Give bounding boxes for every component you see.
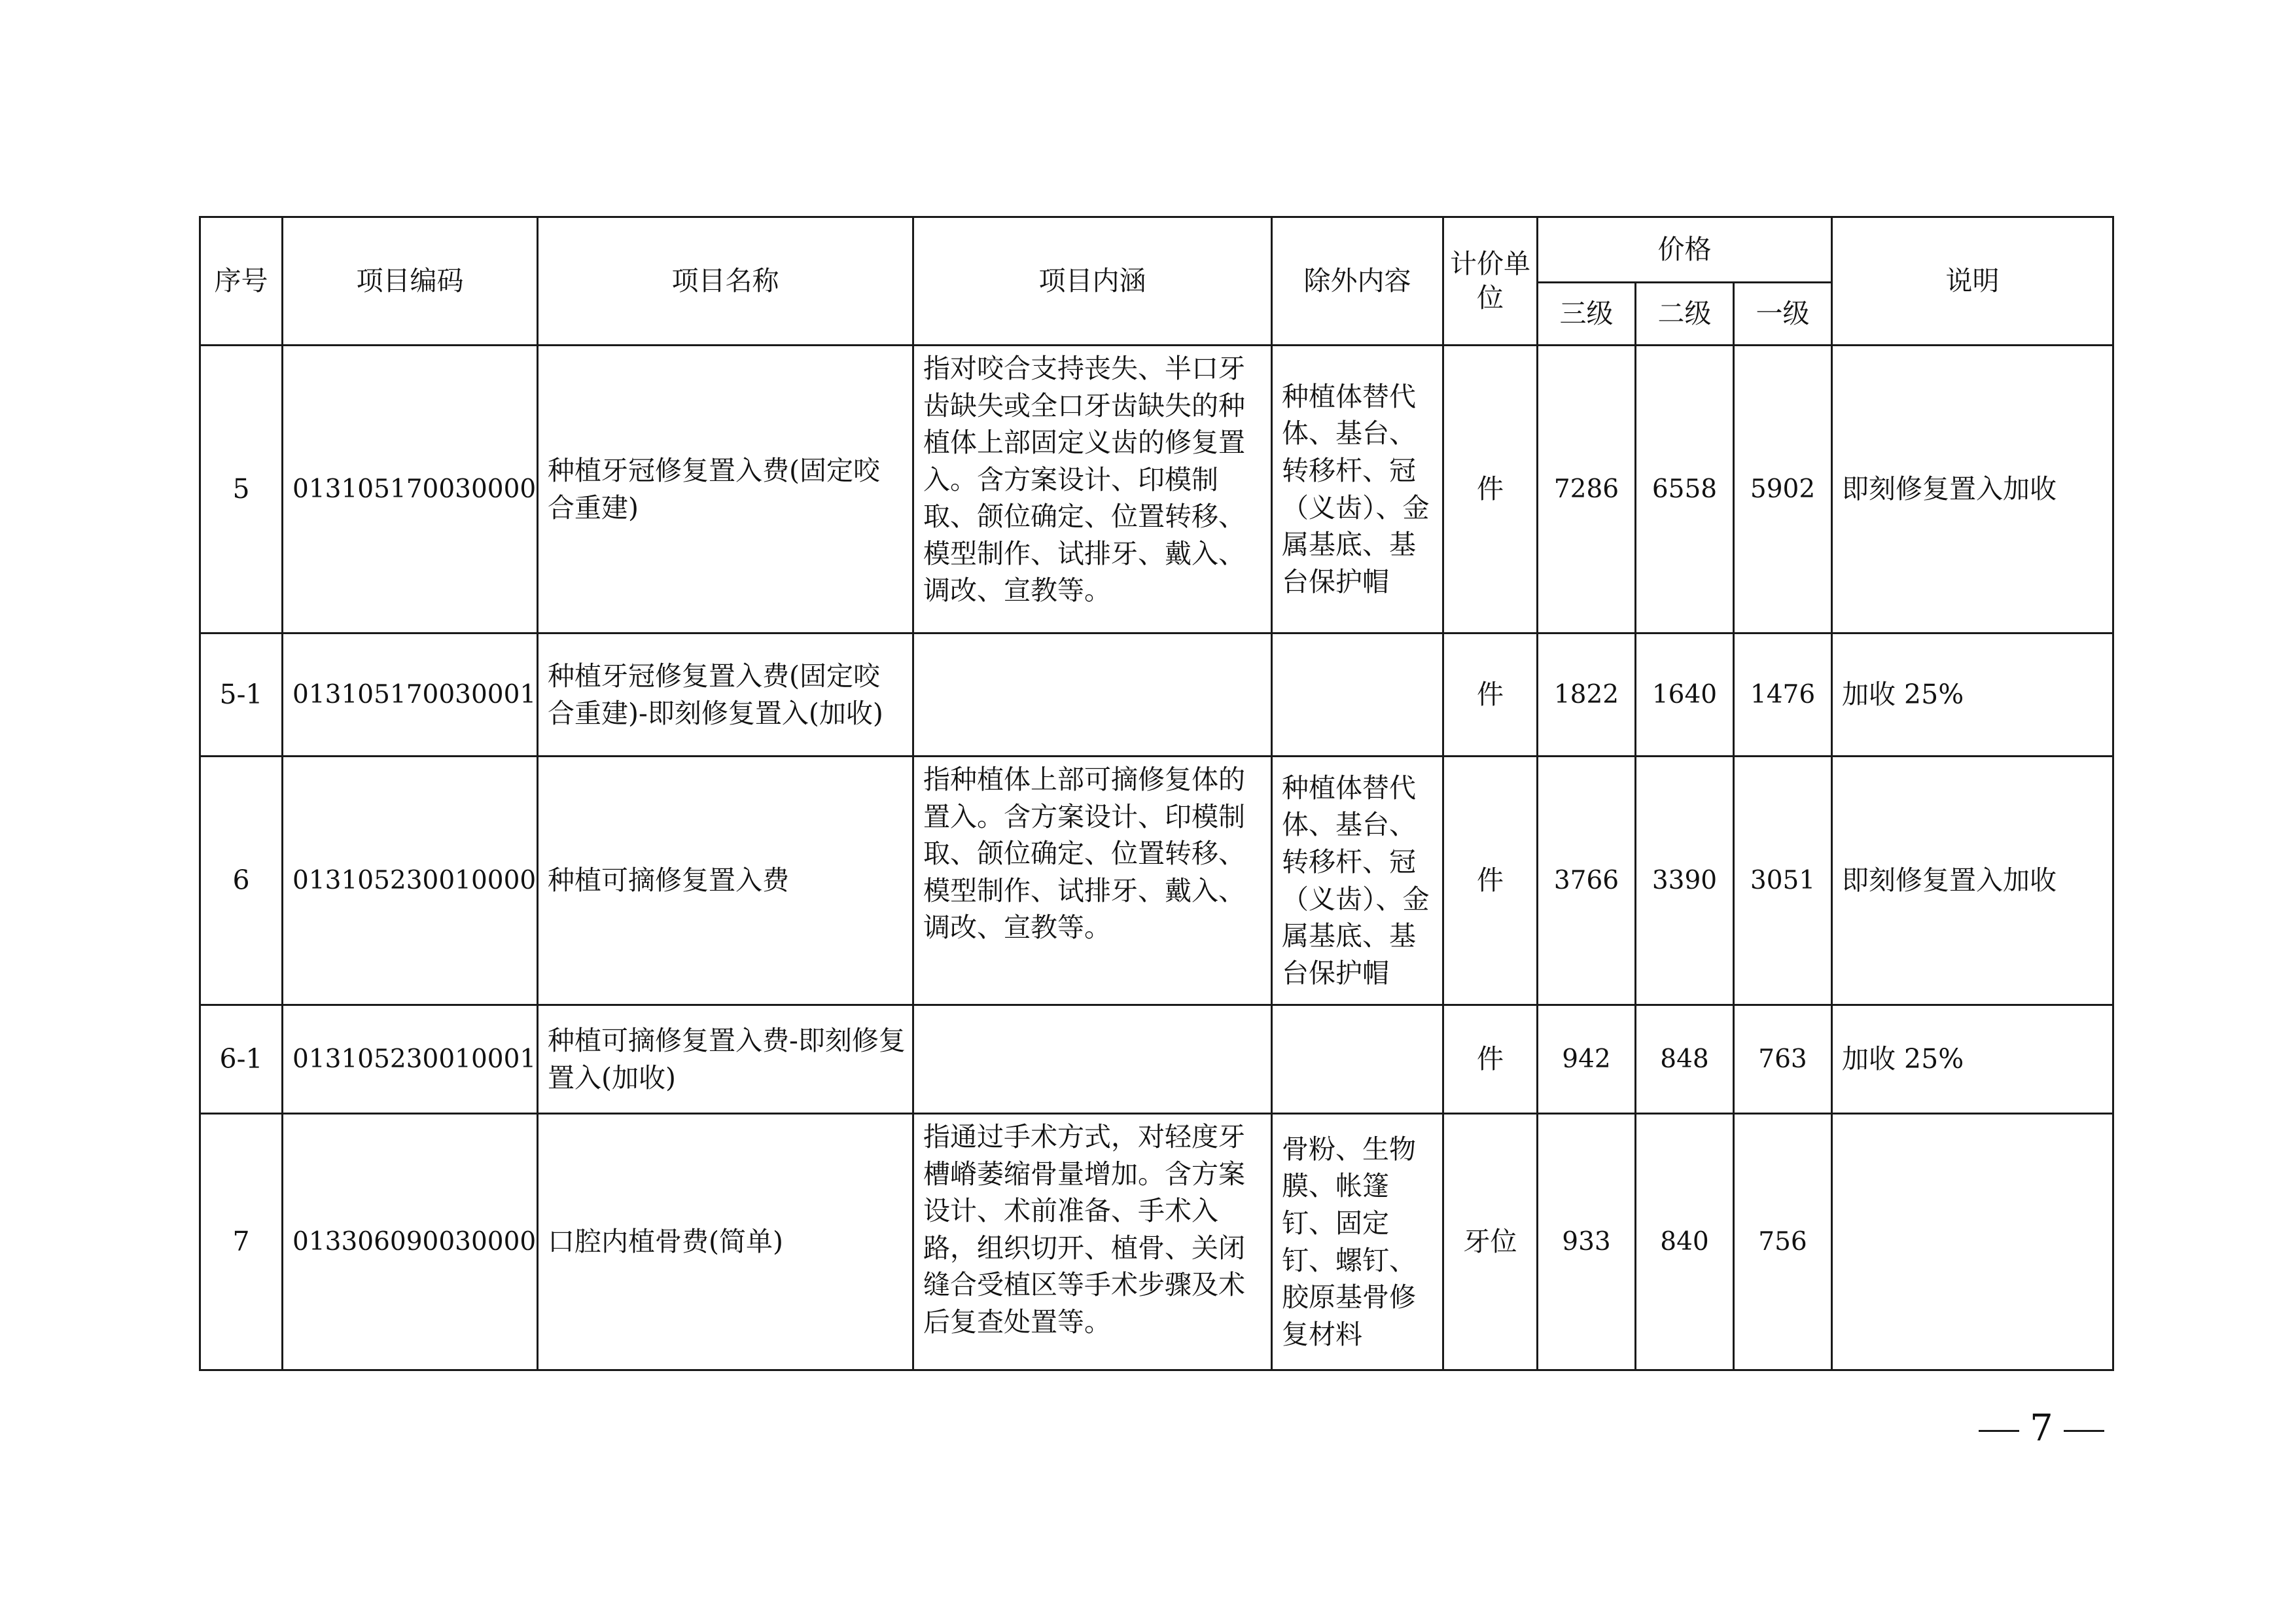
cell-note: 加收 25% [1832, 1005, 2113, 1114]
cell-seq: 5-1 [200, 633, 283, 757]
cell-content [913, 1005, 1272, 1114]
header-code: 项目编码 [283, 217, 538, 346]
right-dash [2064, 1430, 2104, 1432]
cell-price-level1: 763 [1734, 1005, 1832, 1114]
cell-unit: 件 [1443, 633, 1538, 757]
cell-price-level3: 3766 [1538, 757, 1636, 1005]
cell-note: 即刻修复置入加收 [1832, 346, 2113, 633]
cell-name: 种植可摘修复置入费-即刻修复置入(加收) [538, 1005, 913, 1114]
table-row [200, 1005, 2113, 1114]
table-body [200, 346, 2113, 1370]
page-number-footer [1963, 1407, 2120, 1450]
cell-name: 种植牙冠修复置入费(固定咬合重建)-即刻修复置入(加收) [538, 633, 913, 757]
cell-price-level3: 933 [1538, 1114, 1636, 1370]
header-unit: 计价单位 [1443, 217, 1538, 346]
cell-seq: 6 [200, 757, 283, 1005]
cell-excluded: 种植体替代体、基台、转移杆、冠（义齿）、金属基底、基台保护帽 [1272, 346, 1443, 633]
table-row [200, 1114, 2113, 1370]
cell-excluded [1272, 1005, 1443, 1114]
cell-code: 013105230010000 [283, 757, 538, 1005]
cell-name: 种植牙冠修复置入费(固定咬合重建) [538, 346, 913, 633]
table-header [200, 217, 2113, 346]
cell-content: 指种植体上部可摘修复体的置入。含方案设计、印模制取、颌位确定、位置转移、模型制作、试排牙、戴入、调改、宣教等。 [913, 757, 1272, 1005]
cell-code: 013105170030001 [283, 633, 538, 757]
cell-price-level3: 7286 [1538, 346, 1636, 633]
cell-seq: 5 [200, 346, 283, 633]
header-seq: 序号 [200, 217, 283, 346]
cell-note [1832, 1114, 2113, 1370]
cell-seq: 6-1 [200, 1005, 283, 1114]
cell-price-level2: 840 [1636, 1114, 1734, 1370]
header-level2: 二级 [1636, 283, 1734, 346]
cell-note: 即刻修复置入加收 [1832, 757, 2113, 1005]
header-content: 项目内涵 [913, 217, 1272, 346]
cell-unit: 件 [1443, 1005, 1538, 1114]
header-price: 价格 [1538, 217, 1832, 283]
header-excluded: 除外内容 [1272, 217, 1443, 346]
header-level1: 一级 [1734, 283, 1832, 346]
cell-excluded [1272, 633, 1443, 757]
header-name: 项目名称 [538, 217, 913, 346]
price-table [199, 216, 2114, 1371]
cell-price-level2: 1640 [1636, 633, 1734, 757]
cell-unit: 件 [1443, 757, 1538, 1005]
cell-price-level2: 6558 [1636, 346, 1734, 633]
cell-excluded: 种植体替代体、基台、转移杆、冠（义齿）、金属基底、基台保护帽 [1272, 757, 1443, 1005]
cell-price-level2: 848 [1636, 1005, 1734, 1114]
cell-unit: 件 [1443, 346, 1538, 633]
table-row [200, 757, 2113, 1005]
cell-content: 指对咬合支持丧失、半口牙齿缺失或全口牙齿缺失的种植体上部固定义齿的修复置入。含方案设计、印模制取、颌位确定、位置转移、模型制作、试排牙、戴入、调改、宣教等。 [913, 346, 1272, 633]
cell-excluded: 骨粉、生物膜、帐篷钉、固定钉、螺钉、胶原基骨修复材料 [1272, 1114, 1443, 1370]
cell-price-level3: 1822 [1538, 633, 1636, 757]
cell-note: 加收 25% [1832, 633, 2113, 757]
table-row [200, 633, 2113, 757]
cell-price-level1: 5902 [1734, 346, 1832, 633]
cell-code: 013105170030000 [283, 346, 538, 633]
page-number: 7 [2030, 1407, 2053, 1450]
cell-name: 口腔内植骨费(简单) [538, 1114, 913, 1370]
cell-unit: 牙位 [1443, 1114, 1538, 1370]
left-dash [1979, 1430, 2019, 1432]
cell-content: 指通过手术方式，对轻度牙槽嵴萎缩骨量增加。含方案设计、术前准备、手术入路，组织切开、植骨、关闭缝合受植区等手术步骤及术后复查处置等。 [913, 1114, 1272, 1370]
cell-name: 种植可摘修复置入费 [538, 757, 913, 1005]
table-row [200, 346, 2113, 633]
header-level3: 三级 [1538, 283, 1636, 346]
cell-price-level1: 1476 [1734, 633, 1832, 757]
cell-code: 013105230010001 [283, 1005, 538, 1114]
cell-price-level1: 756 [1734, 1114, 1832, 1370]
header-note: 说明 [1832, 217, 2113, 346]
cell-price-level1: 3051 [1734, 757, 1832, 1005]
cell-content [913, 633, 1272, 757]
cell-seq: 7 [200, 1114, 283, 1370]
cell-price-level2: 3390 [1636, 757, 1734, 1005]
cell-price-level3: 942 [1538, 1005, 1636, 1114]
cell-code: 013306090030000 [283, 1114, 538, 1370]
